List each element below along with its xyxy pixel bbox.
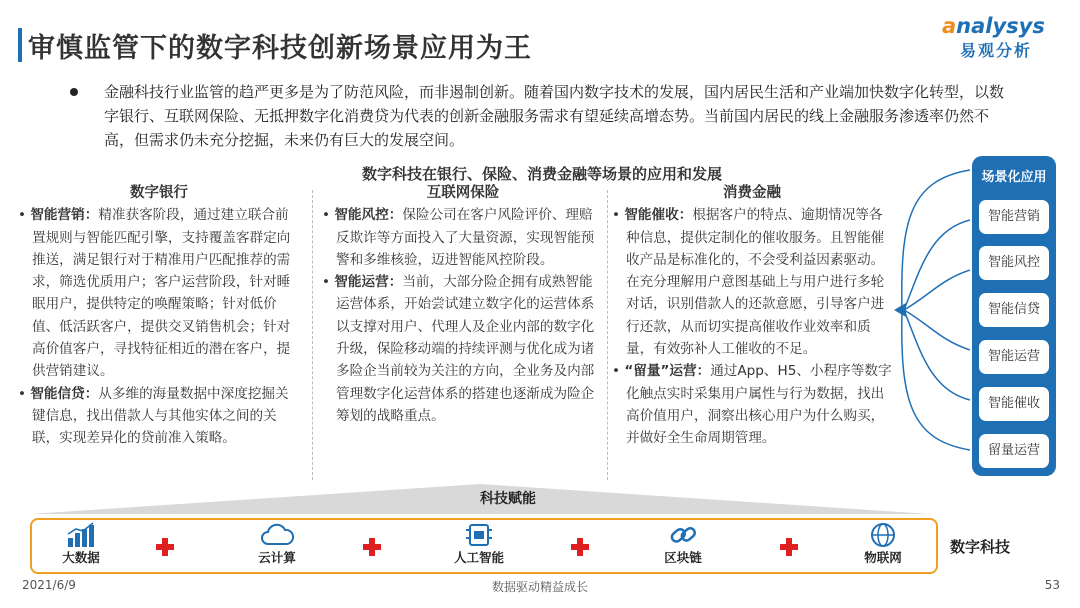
page-number: 53	[1044, 578, 1060, 592]
column-head: 消费金融	[723, 185, 781, 201]
tech-item-cloud: 云计算	[240, 520, 314, 566]
tech-item-iot: 物联网	[846, 520, 920, 566]
column-internet-insurance	[322, 182, 604, 427]
brace-connector-icon	[890, 160, 970, 460]
panel-item: 留量运营	[979, 434, 1049, 468]
tech-enable-label: 科技赋能	[480, 491, 536, 507]
footer-slogan: 数据驱动精益成长	[491, 580, 588, 594]
list-item: • 智能信贷：从多维的海量数据中深度挖掘关键信息，找出借款人与其他实体之间的关联，实现差异化的贷前准入策略。	[18, 385, 289, 447]
section-title: 数字科技在银行、保险、消费金融等场景的应用和发展	[361, 165, 722, 183]
tech-item-ai: 人工智能	[442, 520, 516, 566]
column-digital-banking	[18, 182, 300, 450]
plus-icon	[569, 536, 591, 558]
digital-tech-label: 数字科技	[950, 538, 1011, 556]
panel-item: 智能催收	[979, 387, 1049, 421]
column-head: 互联网保险	[426, 185, 500, 201]
list-item: • “留量”运营：通过App、H5、小程序等数字化触点实时采集用户属性与行为数据，找出高价值用户，洞察出核心用户为什么购买，并做好全生命周期管理。	[612, 363, 892, 447]
panel-item: 智能运营	[979, 340, 1049, 374]
column-consumer-finance	[612, 182, 892, 450]
tech-item-blockchain: 区块链	[646, 520, 720, 566]
list-item: • 智能运营：当前，大部分险企拥有成熟智能运营体系，开始尝试建立数字化的运营体系以支撑对用户、代理人及企业内部的数字化升级，保险移动端的持续评测与优化成为诸多险企当前较为关注的方向，全业务及内部管理数字化运营体系的搭建也逐渐成为险企筹划的战略重点。	[322, 274, 595, 424]
analysys-logo: analysys 易观分析	[942, 14, 1045, 60]
intro-paragraph: 金融科技行业监管的趋严更多是为了防范风险，而非遏制创新。随着国内数字技术的发展，国内居民生活和产业端加快数字化转型，以数字银行、互联网保险、无抵押数字化消费贷为代表的创新金融服务需求有望延续高增态势。当前国内居民的线上金融服务渗透率仍然不高，但需求仍未充分挖掘，未来仍有巨大的发展空间。	[104, 83, 1005, 149]
list-item: • 智能营销：精准获客阶段，通过建立联合前置规则与智能匹配引擎，支持覆盖客群定向推送，满足银行对于精准用户匹配推荐的需求，筛选优质用户；客户运营阶段，针对睡眠用户，提供特定的唤醒策略；针对低价值、低活跃客户，提供交叉销售机会；针对高价值客户，寻找特征相近的潜在客户，提供营销建议。	[18, 207, 291, 380]
title-accent-bar	[18, 28, 22, 62]
chain-link-icon	[668, 522, 698, 548]
page-title: 审慎监管下的数字科技创新场景应用为王	[28, 33, 532, 64]
panel-item: 智能信贷	[979, 293, 1049, 327]
globe-network-icon	[868, 522, 898, 548]
list-item: • 智能风控：保险公司在客户风险评价、理赔反欺诈等方面投入了大量资源，实现智能预警和多维核验，迈进智能风控阶段。	[322, 207, 595, 268]
panel-item: 智能风控	[979, 246, 1049, 280]
panel-title: 场景化应用	[981, 170, 1047, 185]
panel-item: 智能营销	[979, 200, 1049, 234]
ai-chip-icon	[464, 522, 494, 548]
cloud-icon	[260, 522, 294, 548]
column-divider	[312, 190, 313, 480]
plus-icon	[361, 536, 383, 558]
scenario-panel	[972, 156, 1056, 476]
column-head: 数字银行	[130, 185, 188, 201]
bullet-icon	[70, 88, 78, 96]
bar-chart-icon	[66, 522, 96, 548]
plus-icon	[778, 536, 800, 558]
plus-icon	[154, 536, 176, 558]
column-divider	[607, 190, 608, 480]
footer-date: 2021/6/9	[22, 578, 76, 592]
tech-item-bigdata: 大数据	[44, 520, 118, 566]
list-item: • 智能催收：根据客户的特点、逾期情况等各种信息，提供定制化的催收服务。且智能催收产品是标准化的，不会受利益因素驱动。在充分理解用户意图基础上与用户进行多轮对话，识别借款人的还款意愿，引导客户进行还款，从而切实提高催收作业效率和质量，有效弥补人工催收的不足。	[612, 207, 885, 358]
